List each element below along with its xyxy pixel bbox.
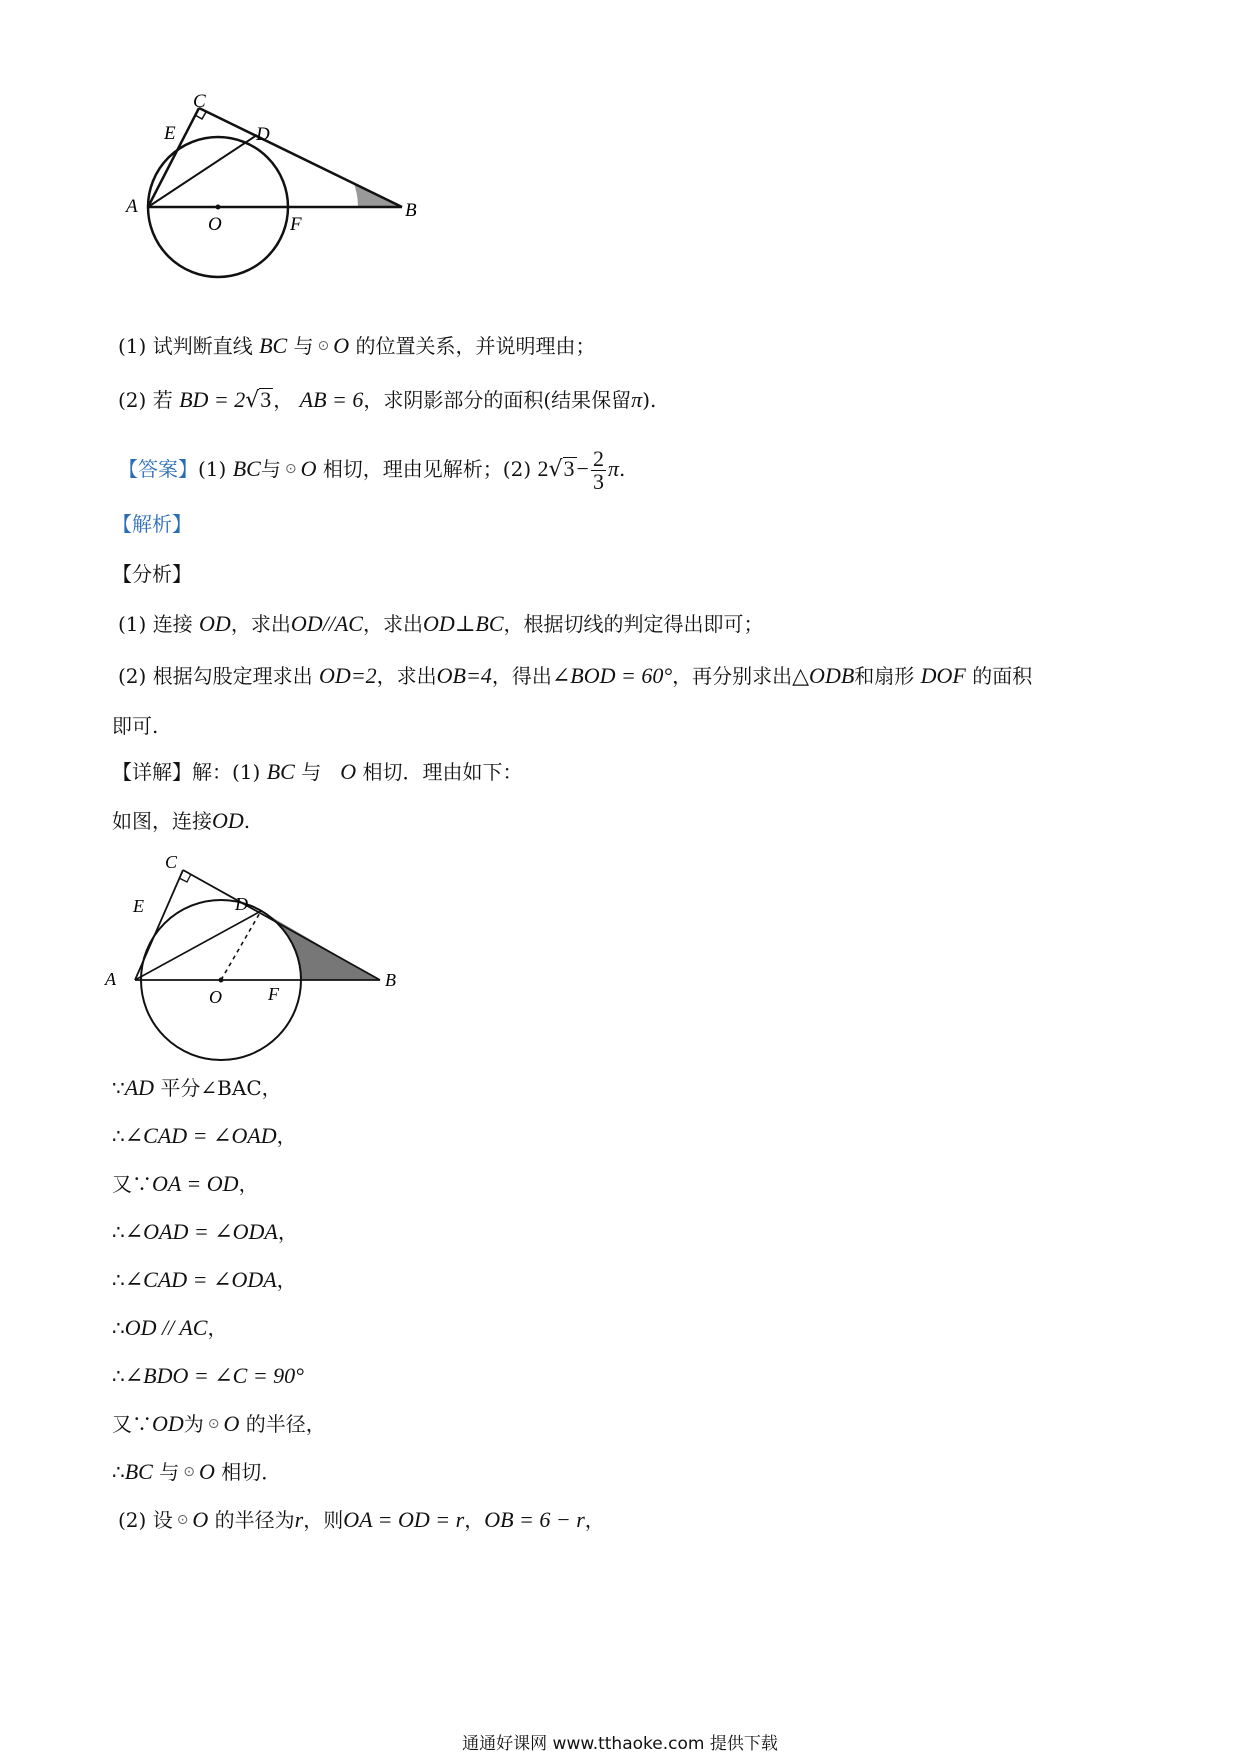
circle-glyph: ⊙: [317, 338, 330, 354]
analysis-2-cont: 即可.: [112, 714, 159, 738]
step-10: (2) 设 ⊙ O 的半径为r，则OA = OD = r，OB = 6 − r，: [118, 1507, 605, 1532]
label-d: D: [235, 894, 248, 914]
section-jiexi: 【解析】: [112, 512, 192, 536]
segment-cb: [199, 108, 402, 207]
label-f: F: [268, 984, 279, 1004]
step-6: ∴OD // AC，: [112, 1315, 228, 1340]
label-o: O: [209, 987, 222, 1007]
segment-ac: [135, 870, 183, 980]
label-c: C: [165, 852, 178, 872]
connect-line: 如图，连接OD.: [112, 808, 251, 833]
geometry-figure-1: [126, 91, 440, 315]
step-1: ∵AD 平分∠BAC，: [112, 1075, 282, 1100]
step-2: ∴∠CAD = ∠OAD，: [112, 1123, 297, 1148]
step-4: ∴∠OAD = ∠ODA，: [112, 1219, 298, 1244]
label-e: E: [133, 896, 144, 916]
analysis-2: (2) 根据勾股定理求出 OD=2，求出OB=4，得出∠BOD = 60°，再分别求出△ODB和扇形 DOF 的面积: [118, 663, 1033, 688]
label-e: E: [164, 123, 176, 144]
label-b: B: [405, 200, 417, 221]
page-footer: 通通好课网 www.tthaoke.com 提供下载: [462, 1734, 778, 1754]
label-b: B: [385, 970, 396, 990]
question-1: (1) 试判断直线 BC 与 ⊙ O 的位置关系，并说明理由；: [118, 333, 596, 358]
step-8: 又∵OD为 ⊙ O 的半径，: [112, 1411, 326, 1436]
label-d: D: [256, 124, 270, 145]
answer-line: 【答案】(1) BC与 ⊙ O 相切，理由见解析；(2) 2√3− $\frac{2}{3}$ π.: [118, 446, 626, 494]
question-2: (2) 若 BD = 2√3 ， AB = 6，求阴影部分的面积(结果保留π).: [118, 387, 657, 413]
label-o: O: [208, 214, 222, 235]
segment-cb: [183, 870, 380, 980]
geometry-figure-2: [105, 840, 415, 1070]
label-f: F: [290, 214, 302, 235]
step-5: ∴∠CAD = ∠ODA，: [112, 1267, 297, 1292]
fraction-two-thirds: $\frac{2}{3}$: [592, 446, 604, 494]
label-c: C: [193, 91, 206, 112]
segment-ad: [148, 135, 257, 207]
label-a: A: [105, 969, 116, 989]
step-9: ∴BC 与 ⊙ O 相切．: [112, 1459, 282, 1484]
label-a: A: [126, 196, 138, 217]
step-3: 又∵OA = OD，: [112, 1171, 259, 1196]
detail-line: 【详解】解：(1) BC 与 O 相切．理由如下：: [112, 759, 523, 784]
step-7: ∴∠BDO = ∠C = 90°: [112, 1363, 304, 1388]
analysis-1: (1) 连接 OD，求出OD//AC，求出OD⊥BC，根据切线的判定得出即可；: [118, 611, 764, 636]
segment-ad: [135, 911, 261, 980]
section-fenxi: 【分析】: [112, 562, 192, 586]
